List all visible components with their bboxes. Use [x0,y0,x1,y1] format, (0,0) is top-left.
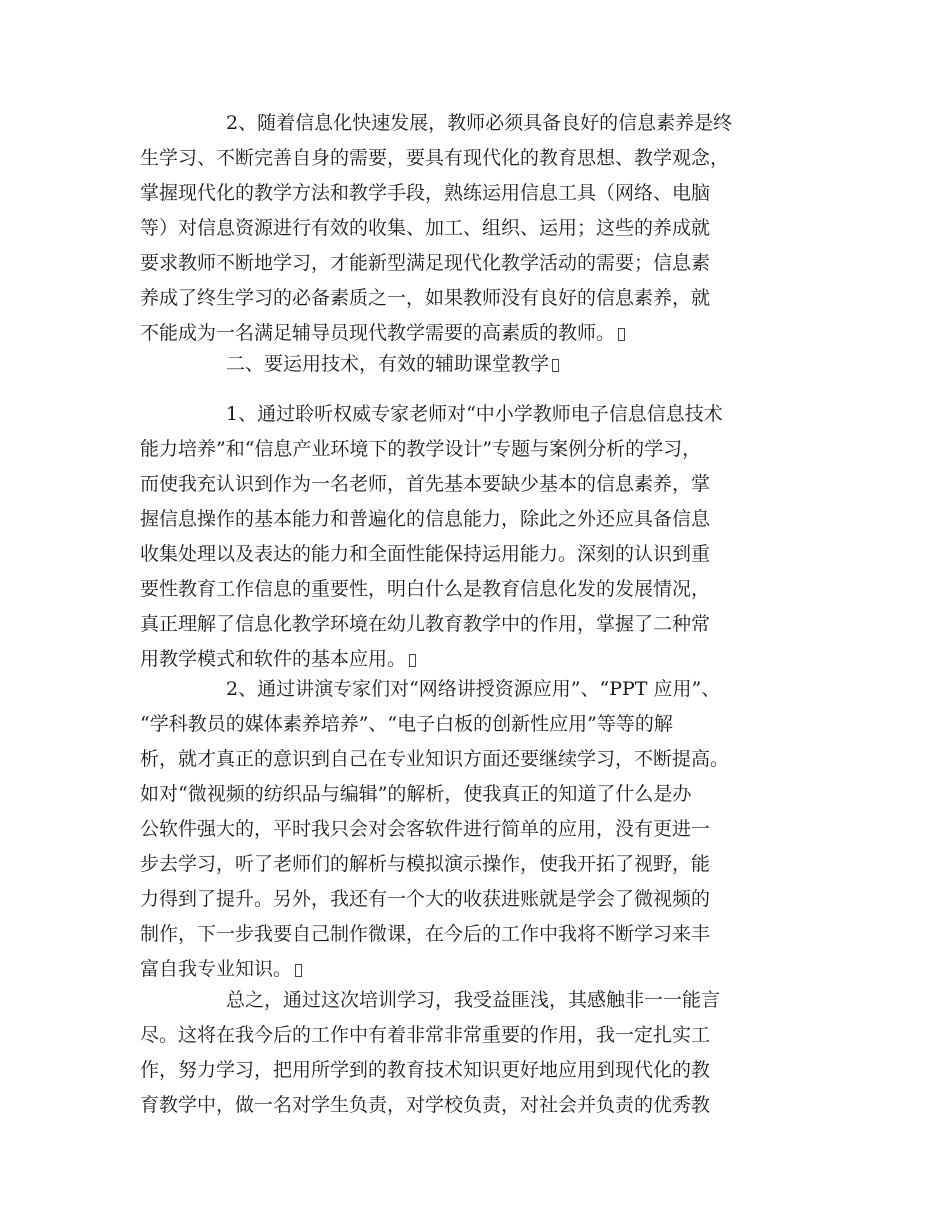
paragraph-line: 要求教师不断地学习，才能新型满足现代化教学活动的需要；信息素 [140,252,711,274]
paragraph-line: 能力培养”和“信息产业环境下的教学设计”专题与案例分析的学习， [140,438,702,460]
paragraph-line: 析，就才真正的意识到自己在专业知识方面还要继续学习，不断提高。 [140,748,730,770]
paragraph-line-text: 富自我专业知识。 [140,958,293,980]
paragraph-line: 握信息操作的基本能力和普遍化的信息能力，除此之外还应具备信息 [140,508,711,530]
paragraph-3 [140,397,840,677]
paragraph-line: “学科教员的媒体素养培养”、“电子白板的创新性应用”等等的解 [140,713,673,735]
paragraph-line-last [140,952,840,987]
paragraph-line: 2、随着信息化快速发展，教师必须具备良好的信息素养是终 [226,112,733,134]
paragraph-line-last [140,316,840,351]
paragraph-line: 生学习、不断完善自身的需要，要具有现代化的教育思想、教学观念， [140,147,730,169]
paragraph-mark-icon [552,359,559,372]
paragraph-line: 养成了终生学习的必备素质之一，如果教师没有良好的信息素养，就 [140,287,711,309]
paragraph-line: 育教学中，做一名对学生负责，对学校负责，对社会并负责的优秀教 [140,1094,711,1116]
paragraph-line: 真正理解了信息化教学环境在幼儿教育教学中的作用，掌握了二种常 [140,613,711,635]
paragraph-line: 步去学习，听了老师们的解析与模拟演示操作，使我开拓了视野，能 [140,853,711,875]
paragraph-line: 收集处理以及表达的能力和全面性能保持运用能力。深刻的认识到重 [140,543,711,565]
paragraph-line-text: 用教学模式和软件的基本应用。 [140,648,407,670]
paragraph-line: 要性教育工作信息的重要性，明白什么是教育信息化发的发展情况， [140,578,711,600]
paragraph-line-text: 不能成为一名满足辅导员现代教学需要的高素质的教师。 [140,322,616,344]
paragraph-line: 掌握现代化的教学方法和教学手段，熟练运用信息工具（网络、电脑 [140,182,711,204]
paragraph-line: 总之，通过这次培训学习，我受益匪浅，其感触非一一能言 [226,989,721,1011]
paragraph-mark-icon [295,964,302,977]
paragraph-line: 而使我充认识到作为一名老师，首先基本要缺少基本的信息素养，掌 [140,473,711,495]
section-heading-line [140,347,840,382]
paragraph-line: 制作，下一步我要自己制作微课，在今后的工作中我将不断学习来丰 [140,923,711,945]
paragraph-mark-icon [409,654,416,667]
section-heading [140,347,840,382]
paragraph-line: 尽。这将在我今后的工作中有着非常非常重要的作用，我一定扎实工 [140,1024,711,1046]
paragraph-line: 力得到了提升。另外，我还有一个大的收获进账就是学会了微视频的 [140,888,711,910]
paragraph-5 [140,983,840,1123]
paragraph-line: 如对“微视频的纺织品与编辑”的解析，使我真正的知道了什么是办 [140,783,692,805]
paragraph-mark-icon [618,328,625,341]
paragraph-line: 公软件强大的，平时我只会对会客软件进行简单的应用，没有更进一 [140,818,711,840]
paragraph-line: 2、通过讲演专家们对“网络讲授资源应用”、“PPT 应用”、 [226,678,721,700]
paragraph-line: 作，努力学习，把用所学到的教育技术知识更好地应用到现代化的教 [140,1059,711,1081]
paragraph-1 [140,106,840,351]
paragraph-line: 等）对信息资源进行有效的收集、加工、组织、运用；这些的养成就 [140,217,711,239]
section-heading-text: 二、要运用技术，有效的辅助课堂教学 [226,353,550,375]
paragraph-line: 1、通过聆听权威专家老师对“中小学教师电子信息信息技术 [226,403,723,425]
paragraph-4 [140,672,840,987]
